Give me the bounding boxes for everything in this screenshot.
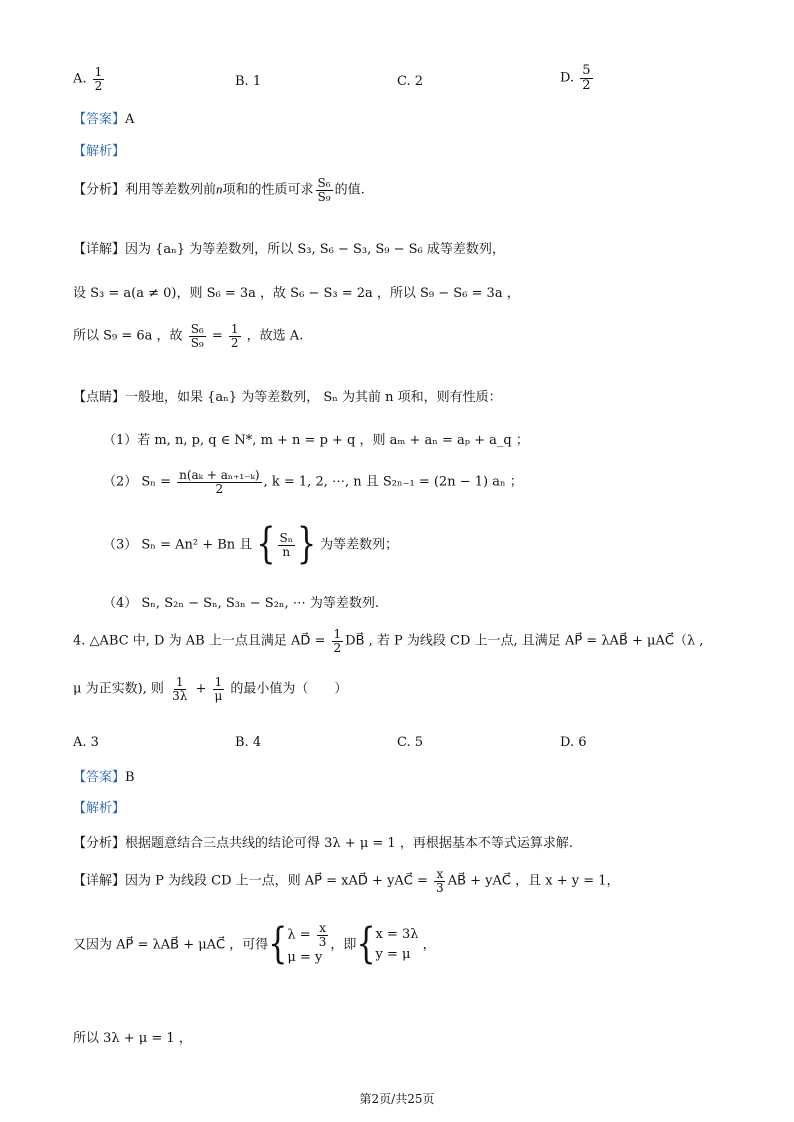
q3-option-d-num: 5 [582,63,591,78]
q3-detail-line2: 设 S₃ = a(a ≠ 0)，则 S₆ = 3a ，故 S₆ − S₃ = 2a ，所以 S₉ − S₆ = 3a ， [73,286,520,301]
q4-answer [73,766,135,785]
q3-fenxi: 【分析】利用等差数列前n项和的性质可求 $\frac{\text{S₆}}{\text{S₉}}$ 的值. [73,176,365,204]
q3-dianjing-intro: 【点睛】一般地，如果 {aₙ} 为等差数列， Sₙ 为其前 n 项和，则有性质： [73,390,502,405]
q3-detail-tag: 【详解】 [73,242,126,257]
q3-property-2: （2） Sₙ = $\frac{\text{n(aₖ + aₙ₊₁₋ₖ)}}{2}$ , k = 1, 2, ⋯, n 且 S₂ₙ₋₁ = (2n − 1) aₙ ； [103,468,523,496]
q4-stem-line1: 4. △ABC 中, D 为 AB 上一点且满足 AD⃗ = $\frac{1}{2}$ DB⃗ , 若 P 为线段 CD 上一点, 且满足 AP⃗ = λAB⃗ + μAC⃗（λ , [73,627,704,655]
q4-detail-line1: 【详解】因为 P 为线段 CD 上一点，则 AP⃗ = xAD⃗ + yAC⃗ = $\frac{x}{3}$ AB⃗ + yAC⃗ ，且 x + y = 1， [73,867,620,895]
q3-option-d: D. $\frac{5}{2}$ [560,63,591,93]
q4-option-a: A. 3 [73,735,99,750]
q3-dianjing-tag: 【点睛】 [73,390,126,405]
q3-property-3: （3） Sₙ = An² + Bn 且 { $\frac{\text{Sₙ}}{n}$ } 为等差数列； [103,519,399,569]
q3-detail-line3: 所以 S₉ = 6a ，故 $\frac{\text{S₆}}{\text{S₉}}$ = $\frac{1}{2}$ ，故选 A. [73,322,304,350]
q4-stem-line2: μ 为正实数), 则 $\frac{1}{3\lambda}$ + $\frac{1}{\mu}$ 的最小值为（ ） [73,675,348,703]
q4-detail-tag: 【详解】 [73,873,126,889]
q3-property-4: （4） Sₙ, S₂ₙ − Sₙ, S₃ₙ − S₂ₙ, ⋯ 为等差数列. [103,596,380,611]
q4-fenxi-tag: 【分析】 [73,836,126,851]
q3-option-a: A. $\frac{1}{2}$ [73,65,103,93]
page-footer: 第2页/共25页 [359,1092,435,1106]
q3-option-c: C. 2 [397,74,424,89]
q4-option-d: D. 6 [560,735,587,750]
q4-option-b: B. 4 [235,735,262,750]
q4-detail-line2: 又因为 AP⃗ = λAB⃗ + μAC⃗ ，可得{ λ = $\frac{x}{3}$ μ = y ，即{ x = 3λ y = μ ， [73,919,436,969]
q3-property-1: （1）若 m, n, p, q ∈ N*, m + n = p + q ，则 aₘ + aₙ = aₚ + a_q ； [103,433,529,448]
q4-answer-value: B [125,770,135,785]
q3-answer [73,108,134,127]
q3-detail-line1: 【详解】因为 {aₙ} 为等差数列，所以 S₃, S₆ − S₃, S₉ − S₆ 成等差数列， [73,242,505,257]
q4-analysis-tag: 【解析】 [73,801,126,816]
q3-fenxi-tag: 【分析】 [73,182,126,198]
q3-option-d-den: 2 [582,77,591,93]
q3-answer-value: A [125,112,135,127]
q4-fenxi: 【分析】根据题意结合三点共线的结论可得 3λ + μ = 1 ，再根据基本不等式运算求解. [73,836,573,851]
q3-option-b: B. 1 [235,74,262,89]
q4-option-c: C. 5 [397,735,424,750]
q3-option-a-den: 2 [94,78,103,93]
q3-option-a-num: 1 [94,65,103,79]
q4-answer-tag: 【答案】 [73,770,126,785]
q3-analysis-tag: 【解析】 [73,144,126,159]
q3-answer-tag: 【答案】 [73,112,126,127]
q4-detail-line3: 所以 3λ + μ = 1 ， [73,1031,192,1046]
